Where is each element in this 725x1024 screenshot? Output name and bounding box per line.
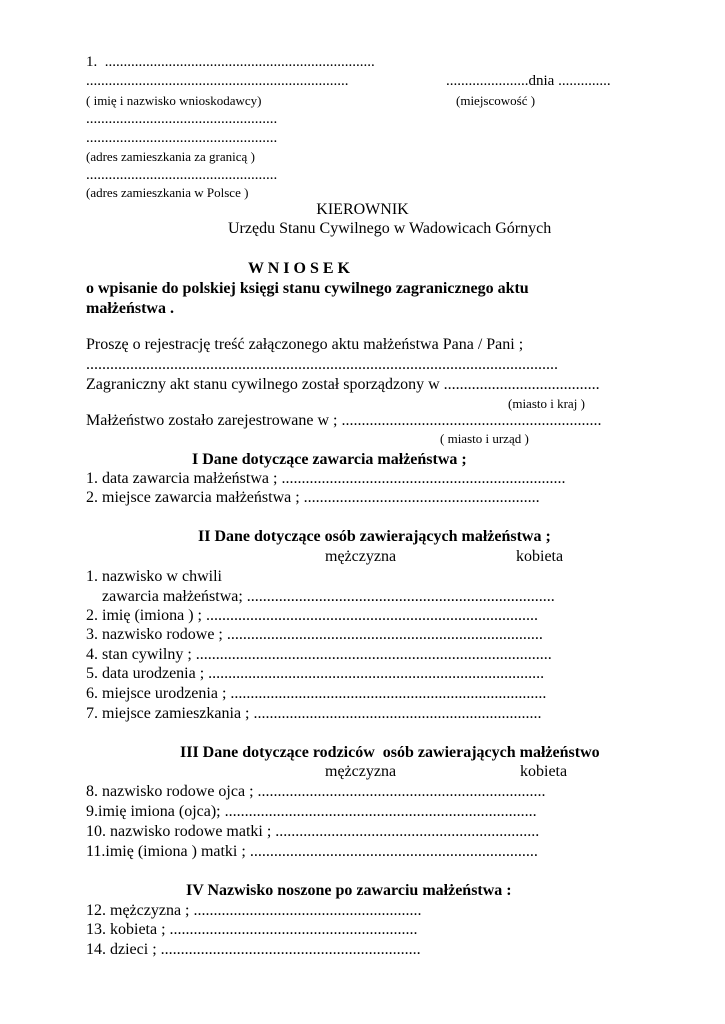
request-subject-line1: o wpisanie do polskiej księgi stanu cywilnego zagranicznego aktu [86, 280, 529, 297]
section2-row: 3. nazwisko rodowe ; ............................................................................... [86, 626, 543, 643]
section2-row: 5. data urodzenia ; .................................................................................... [86, 665, 545, 682]
section4-title: IV Nazwisko noszone po zawarciu małżeństwa : [186, 882, 512, 899]
foreign-act-line: Zagraniczny akt stanu cywilnego został sporządzony w ....................................... [86, 376, 600, 393]
section1-title: I Dane dotyczące zawarcia małżeństwa ; [192, 451, 467, 468]
abroad-address-caption: (adres zamieszkania za granicą ) [86, 149, 255, 164]
abroad-address-dots-2: ................................................... [86, 130, 278, 146]
section2-col-woman: kobieta [516, 548, 564, 565]
abroad-address-dots-1: ................................................... [86, 111, 278, 127]
section4-row: 12. mężczyzna ; ......................................................... [86, 902, 422, 919]
registered-caption: ( miasto i urząd ) [440, 431, 529, 446]
section1-row: 2. miejsce zawarcia małżeństwa ; ........................................................... [86, 489, 540, 506]
applicant-name-dots: ...................................................................... [86, 73, 349, 89]
section2-row: 1. nazwisko w chwili [86, 568, 222, 585]
section2-title: II Dane dotyczące osób zawierających małżeństwa ; [198, 528, 551, 545]
intro-text: Proszę o rejestrację treść załączonego aktu małżeństwa Pana / Pani ; [86, 336, 524, 353]
foreign-act-caption: (miasto i kraj ) [508, 396, 585, 411]
section2-col-man: mężczyzna [325, 548, 397, 565]
place-date-line: ......................dnia .............. [446, 73, 611, 89]
poland-address-caption: (adres zamieszkania w Polsce ) [86, 185, 249, 200]
section3-title: III Dane dotyczące rodziców osób zawierających małżeństwo [180, 744, 600, 761]
intro-dots: ...................................................................................................................... [86, 356, 558, 373]
section4-row: 14. dzieci ; ................................................................. [86, 941, 421, 958]
request-heading: W N I O S E K [248, 260, 350, 277]
section2-row: 2. imię (imiona ) ; ................................................................................... [86, 607, 538, 624]
section3-col-man: mężczyzna [325, 763, 397, 780]
section4-row: 13. kobieta ; .............................................................. [86, 921, 418, 938]
applicant-number-line: 1. ........................................................................ [86, 54, 375, 70]
section3-row: 9.imię imiona (ojca); .............................................................................. [86, 803, 537, 820]
section3-row: 10. nazwisko rodowe matki ; .................................................................. [86, 823, 540, 840]
section1-row: 1. data zawarcia małżeństwa ; ....................................................................... [86, 470, 566, 487]
request-subject-line2: małżeństwa . [86, 300, 174, 317]
section2-row: 7. miejsce zamieszkania ; ........................................................................ [86, 705, 542, 722]
addressee-office: Urzędu Stanu Cywilnego w Wadowicach Górnych [228, 220, 552, 237]
section3-row: 11.imię (imiona ) matki ; ........................................................................ [86, 843, 538, 860]
section3-col-woman: kobieta [520, 763, 568, 780]
place-caption: (miejscowość ) [456, 93, 536, 108]
section3-row: 8. nazwisko rodowe ojca ; ........................................................................ [86, 783, 546, 800]
section2-row: zawarcia małżeństwa; ............................................................................. [86, 588, 555, 605]
addressee-title: KIEROWNIK [316, 201, 409, 218]
poland-address-dots: ................................................... [86, 167, 278, 183]
section2-row: 4. stan cywilny ; ......................................................................................... [86, 646, 552, 663]
section2-row: 6. miejsce urodzenia ; ............................................................................... [86, 685, 547, 702]
registered-line: Małżeństwo zostało zarejestrowane w ; ................................................................. [86, 412, 602, 429]
applicant-caption: ( imię i nazwisko wnioskodawcy) [86, 93, 262, 108]
